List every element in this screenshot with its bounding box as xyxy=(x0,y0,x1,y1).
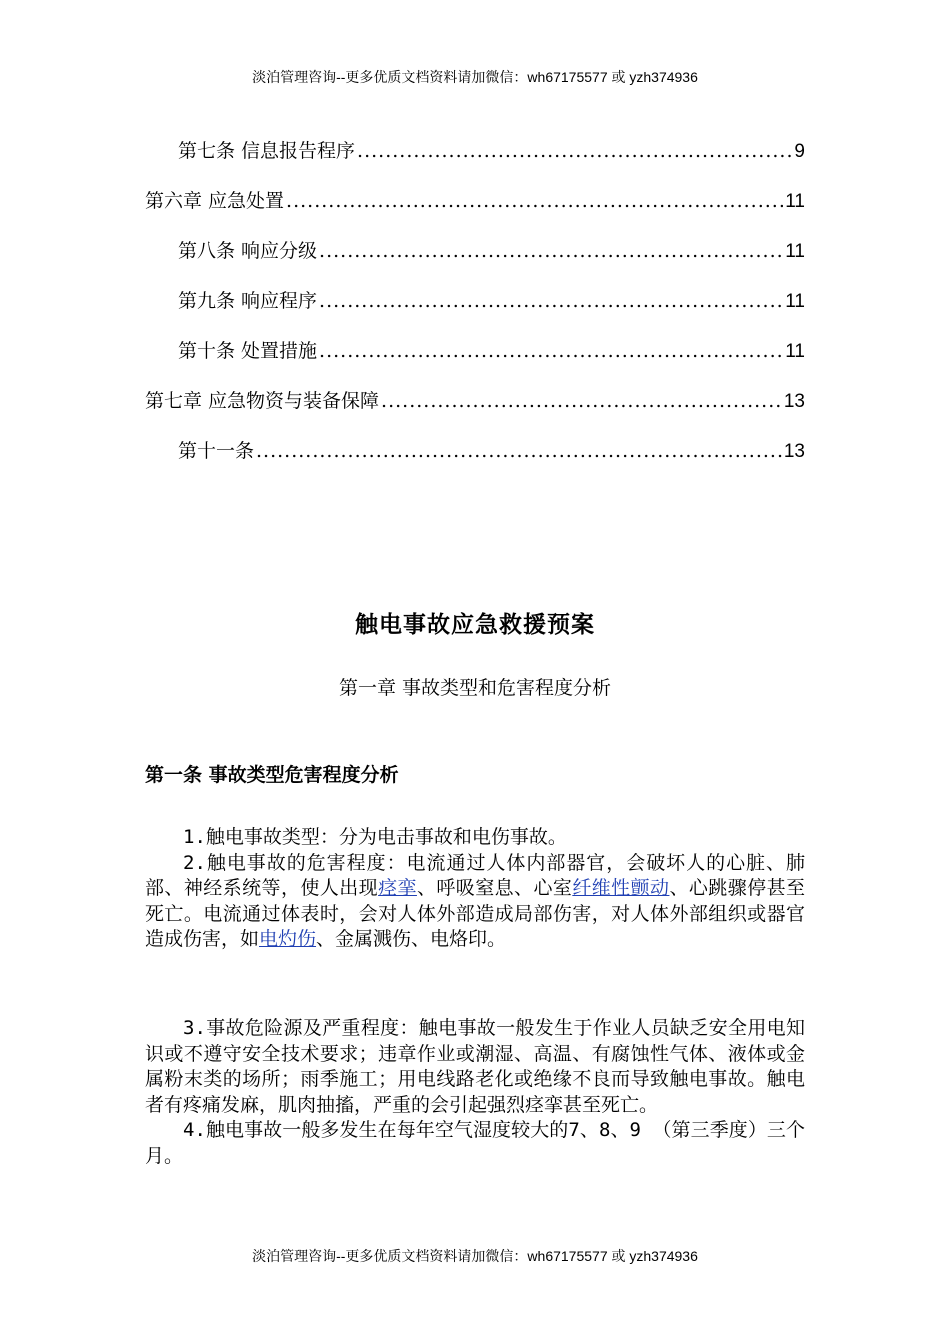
toc-leader-dots xyxy=(357,140,792,162)
page-footer: 淡泊管理咨询--更多优质文档资料请加微信：wh67175577 或 yzh374936 xyxy=(252,1248,698,1264)
toc-entry[interactable] xyxy=(145,286,805,336)
toc-entry-text: 第十一条 xyxy=(178,440,255,462)
toc-page-number: 11 xyxy=(785,291,805,312)
toc-entry[interactable] xyxy=(145,136,805,186)
toc-entry-text: 第十条 处置措施 xyxy=(178,340,318,362)
toc-entry-text: 第七条 信息报告程序 xyxy=(178,140,356,162)
toc-entry[interactable] xyxy=(145,436,805,486)
toc-leader-dots xyxy=(286,190,783,212)
link-fibrillation[interactable]: 纤维性颤动 xyxy=(572,877,670,899)
paragraph-3: 3.事故危险源及严重程度：触电事故一般发生于作业人员缺乏安全用电知识或不遵守安全技术要求；违章作业或潮湿、高温、有腐蚀性气体、液体或金属粉末类的场所；雨季施工；用电线路老化或绝缘不良而导致触电事故。触电者有疼痛发麻，肌肉抽搐，严重的会引起强烈痉挛甚至死亡。 xyxy=(145,1017,805,1116)
toc-entry[interactable] xyxy=(145,386,805,436)
toc-entry-text: 第九条 响应程序 xyxy=(178,290,318,312)
body-block-1 xyxy=(145,825,805,953)
table-of-contents xyxy=(145,136,805,486)
toc-entry[interactable] xyxy=(145,236,805,286)
paragraph-2-text-d: 、金属溅伤、电烙印。 xyxy=(316,928,507,950)
toc-leader-dots xyxy=(256,440,782,462)
paragraph-2-text-a: 2.触电事故的危害程度：电流通过人体内部器官，会破坏人的心脏、肺部、神经系统等，使人出现 xyxy=(145,851,805,899)
toc-page-number: 11 xyxy=(785,191,805,212)
link-spasm[interactable]: 痉挛 xyxy=(378,877,417,899)
toc-page-number: 9 xyxy=(794,141,805,162)
toc-page-number: 11 xyxy=(785,341,805,362)
chapter-heading: 第一章 事故类型和危害程度分析 xyxy=(338,677,612,699)
paragraph-2 xyxy=(145,851,805,953)
toc-leader-dots xyxy=(381,390,782,412)
toc-entry-text: 第六章 应急处置 xyxy=(145,190,285,212)
paragraph-2-text-b: 、呼吸窒息、心室 xyxy=(416,877,573,899)
section-heading: 第一条 事故类型危害程度分析 xyxy=(145,764,399,786)
toc-leader-dots xyxy=(319,240,783,262)
toc-entry[interactable] xyxy=(145,186,805,236)
toc-page-number: 13 xyxy=(783,391,805,412)
toc-page-number: 13 xyxy=(783,441,805,462)
toc-entry-text: 第八条 响应分级 xyxy=(178,240,318,262)
paragraph-1: 1.触电事故类型：分为电击事故和电伤事故。 xyxy=(183,826,567,848)
paragraph-4: 4.触电事故一般多发生在每年空气湿度较大的7、8、9 （第三季度）三个月。 xyxy=(145,1119,805,1167)
toc-leader-dots xyxy=(319,290,783,312)
link-electrical-burn[interactable]: 电灼伤 xyxy=(259,928,317,950)
toc-entry-text: 第七章 应急物资与装备保障 xyxy=(145,390,380,412)
paragraph-2-text-c: 、心跳骤停甚至死亡。电流通过体表时，会对人体外部造成局部伤害，对人体外部组织或器官造成伤害，如 xyxy=(145,877,805,950)
body-block-2 xyxy=(145,1016,805,1169)
toc-entry[interactable] xyxy=(145,336,805,386)
document-title: 触电事故应急救援预案 xyxy=(355,611,595,638)
page-header: 淡泊管理咨询--更多优质文档资料请加微信：wh67175577 或 yzh374936 xyxy=(252,69,698,85)
toc-page-number: 11 xyxy=(785,241,805,262)
toc-leader-dots xyxy=(319,340,783,362)
